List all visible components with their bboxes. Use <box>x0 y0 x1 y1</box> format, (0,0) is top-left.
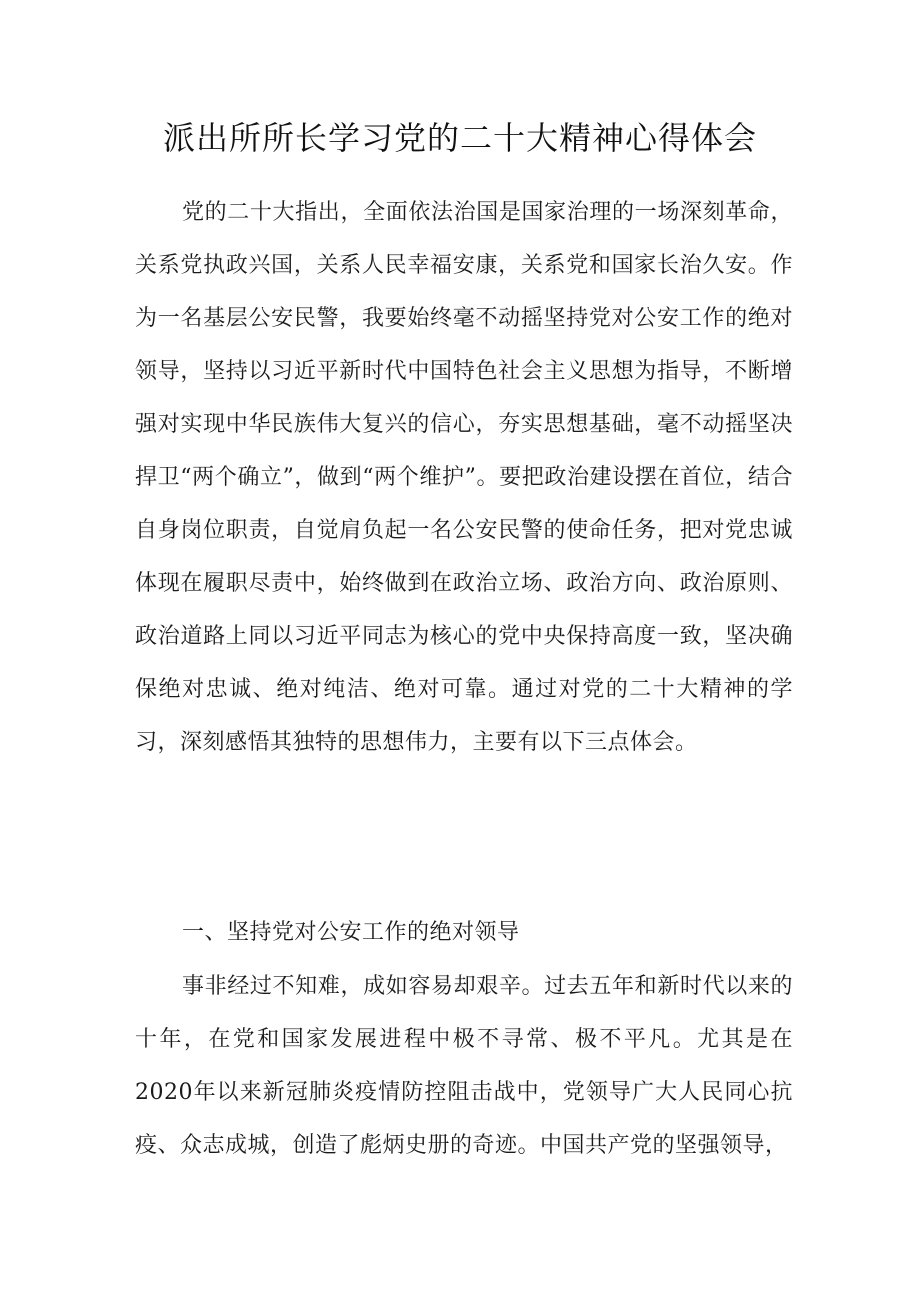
section-paragraph: 事非经过不知难，成如容易却艰辛。过去五年和新时代以来的十年，在党和国家发展进程中极不寻常、极不平凡。尤其是在2020年以来新冠肺炎疫情防控阻击战中，党领导广大人民同心抗疫、众志成城，创造了彪炳史册的奇迹。中国共产党的坚强领导， <box>135 974 793 1158</box>
section-heading: 一、坚持党对公安工作的绝对领导 <box>182 920 520 945</box>
intro-paragraph: 党的二十大指出，全面依法治国是国家治理的一场深刻革命，关系党执政兴国，关系人民幸福安康，关系党和国家长治久安。作为一名基层公安民警，我要始终毫不动摇坚持党对公安工作的绝对领导，坚持以习近平新时代中国特色社会主义思想为指导，不断增强对实现中华民族伟大复兴的信心，夯实思想基础，毫不动摇坚决捍卫“两个确立”，做到“两个维护”。要把政治建设摆在首位，结合自身岗位职责，自觉肩负起一名公安民警的使命任务，把对党忠诚体现在履职尽责中，始终做到在政治立场、政治方向、政治原则、政治道路上同以习近平同志为核心的党中央保持高度一致，坚决确保绝对忠诚、绝对纯洁、绝对可靠。通过对党的二十大精神的学习，深刻感悟其独特的思想伟力，主要有以下三点体会。 <box>135 200 793 755</box>
page-title: 派出所所长学习党的二十大精神心得体会 <box>162 119 757 157</box>
